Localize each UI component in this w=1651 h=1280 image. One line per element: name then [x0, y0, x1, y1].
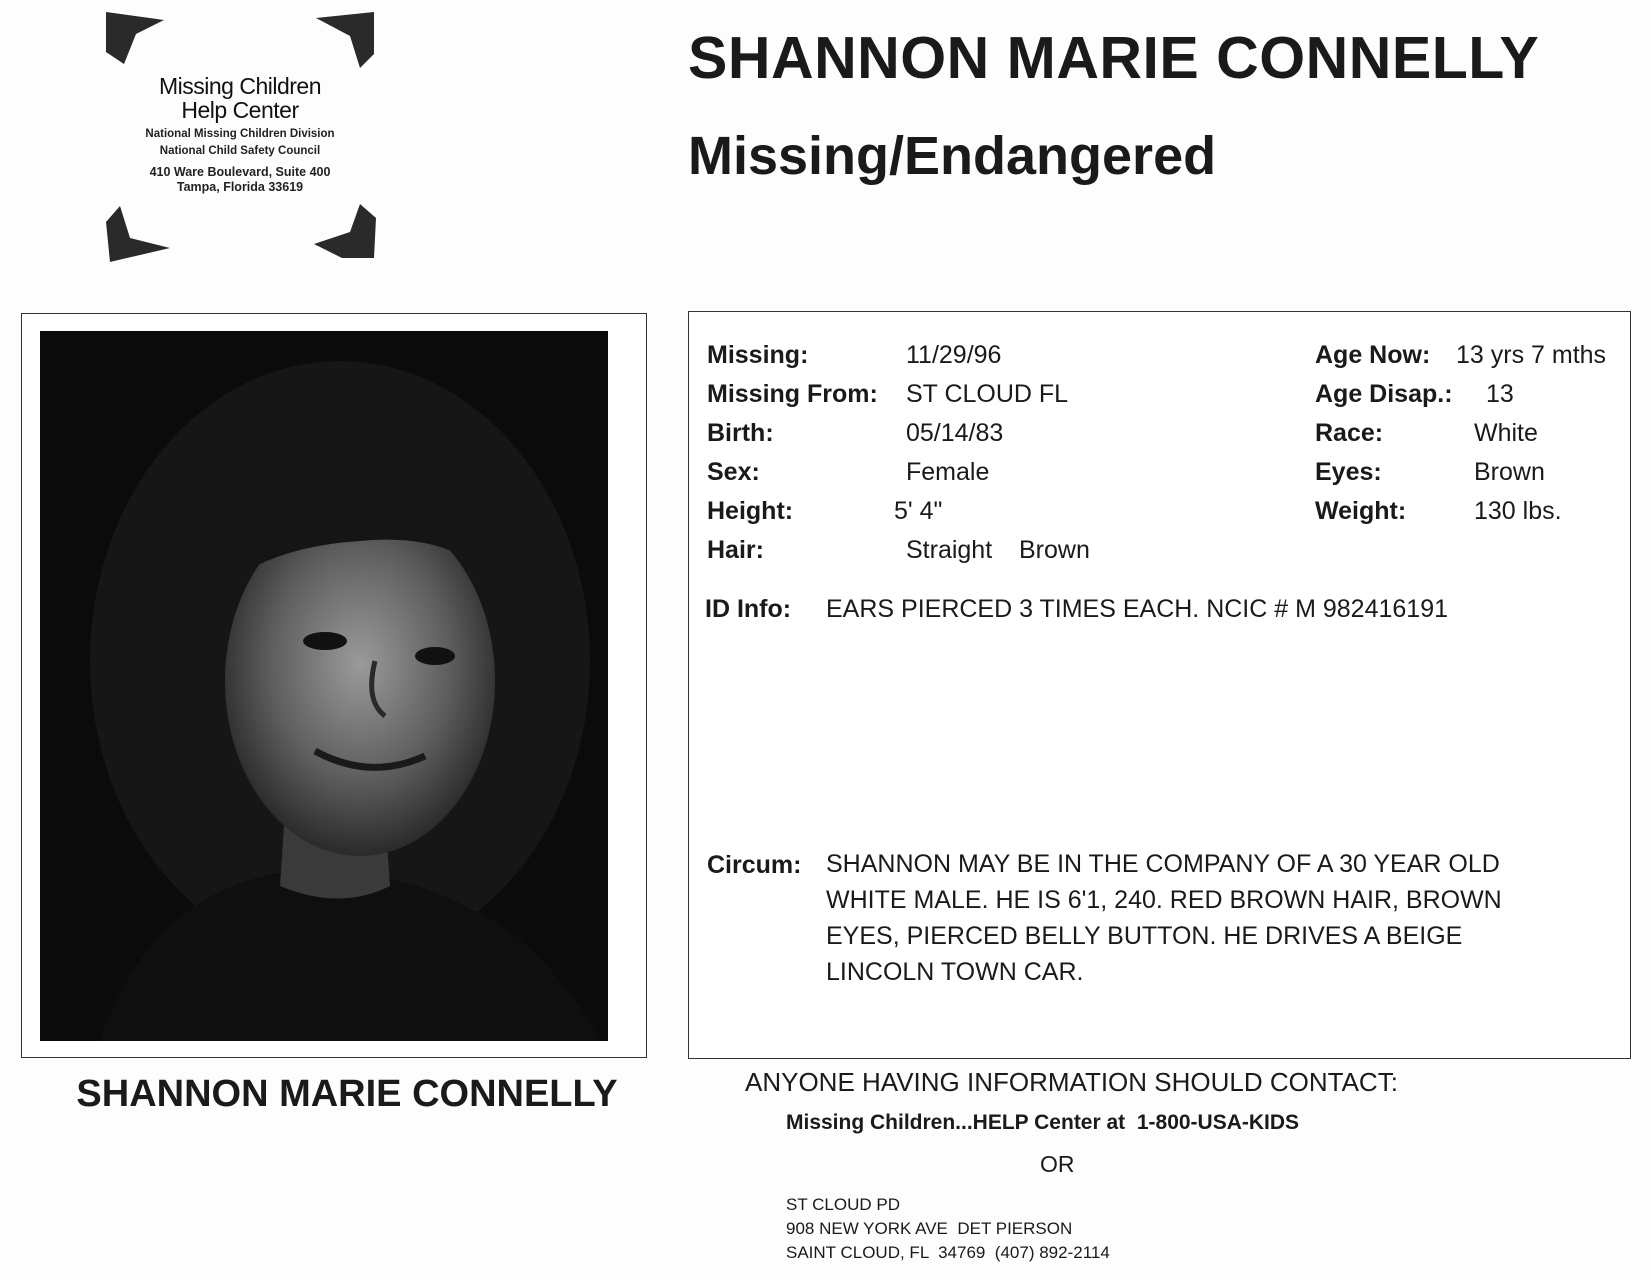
- height-value: 5' 4": [894, 497, 943, 525]
- age-disap-label: Age Disap.:: [1315, 380, 1453, 408]
- logo-address: 410 Ware Boulevard, Suite 400: [149, 165, 331, 179]
- missing-from-label: Missing From:: [707, 380, 878, 408]
- id-info-label: ID Info:: [705, 595, 792, 623]
- logo-title-line1: Missing Children: [158, 73, 321, 99]
- agency-address: 908 NEW YORK AVE DET PIERSON: [786, 1219, 1073, 1238]
- status-heading: Missing/Endangered: [688, 126, 1217, 186]
- circum-label: Circum:: [707, 851, 802, 879]
- page-title: SHANNON MARIE CONNELLY: [688, 25, 1540, 91]
- logo-division: National Missing Children Division: [145, 128, 335, 140]
- sex-label: Sex:: [707, 458, 760, 486]
- logo-title-line2: Help Center: [181, 97, 299, 123]
- weight-label: Weight:: [1315, 497, 1407, 525]
- age-disap-value: 13: [1486, 380, 1514, 408]
- eyes-value: Brown: [1474, 458, 1545, 486]
- birth-value: 05/14/83: [906, 419, 1004, 447]
- missing-value: 11/29/96: [906, 341, 1002, 369]
- weight-value: 130 lbs.: [1474, 497, 1562, 525]
- hair-type-value: Straight: [906, 536, 993, 564]
- corner-arrow-bottom-right-icon: [312, 202, 378, 262]
- agency-name: ST CLOUD PD: [786, 1195, 900, 1214]
- circum-value: SHANNON MAY BE IN THE COMPANY OF A 30 YEAR OLD WHITE MALE. HE IS 6'1, 240. RED BROWN HAIR, BROWN EYES, PIERCED BELLY BUTTON. HE DRIVES A BEIGE LINCOLN TOWN CAR.: [826, 850, 1502, 986]
- missing-label: Missing:: [707, 341, 809, 369]
- birth-label: Birth:: [707, 419, 774, 447]
- race-label: Race:: [1315, 419, 1384, 447]
- help-center-contact: Missing Children...HELP Center at 1-800-USA-KIDS: [786, 1111, 1300, 1134]
- logo-council: National Child Safety Council: [159, 145, 321, 157]
- height-label: Height:: [707, 497, 794, 525]
- contact-or: OR: [1040, 1151, 1075, 1177]
- corner-arrow-top-left-icon: [106, 12, 168, 68]
- corner-arrow-bottom-left-icon: [106, 204, 172, 264]
- child-photo: [40, 331, 608, 1041]
- agency-city-phone: SAINT CLOUD, FL 34769 (407) 892-2114: [786, 1243, 1110, 1262]
- contact-heading: ANYONE HAVING INFORMATION SHOULD CONTACT:: [745, 1067, 1398, 1097]
- organization-logo: [100, 8, 380, 266]
- age-now-value: 13 yrs 7 mths: [1456, 341, 1607, 369]
- hair-color-value: Brown: [1019, 536, 1090, 564]
- race-value: White: [1474, 419, 1538, 447]
- corner-arrow-top-right-icon: [308, 12, 376, 70]
- age-now-label: Age Now:: [1315, 341, 1431, 369]
- id-info-value: EARS PIERCED 3 TIMES EACH. NCIC # M 982416191: [826, 595, 1448, 623]
- missing-from-value: ST CLOUD FL: [906, 380, 1069, 408]
- logo-city: Tampa, Florida 33619: [176, 180, 304, 194]
- photo-caption: SHANNON MARIE CONNELLY: [76, 1073, 618, 1115]
- eyes-label: Eyes:: [1315, 458, 1382, 486]
- sex-value: Female: [906, 458, 990, 486]
- hair-label: Hair:: [707, 536, 764, 564]
- info-box: [688, 311, 1631, 1059]
